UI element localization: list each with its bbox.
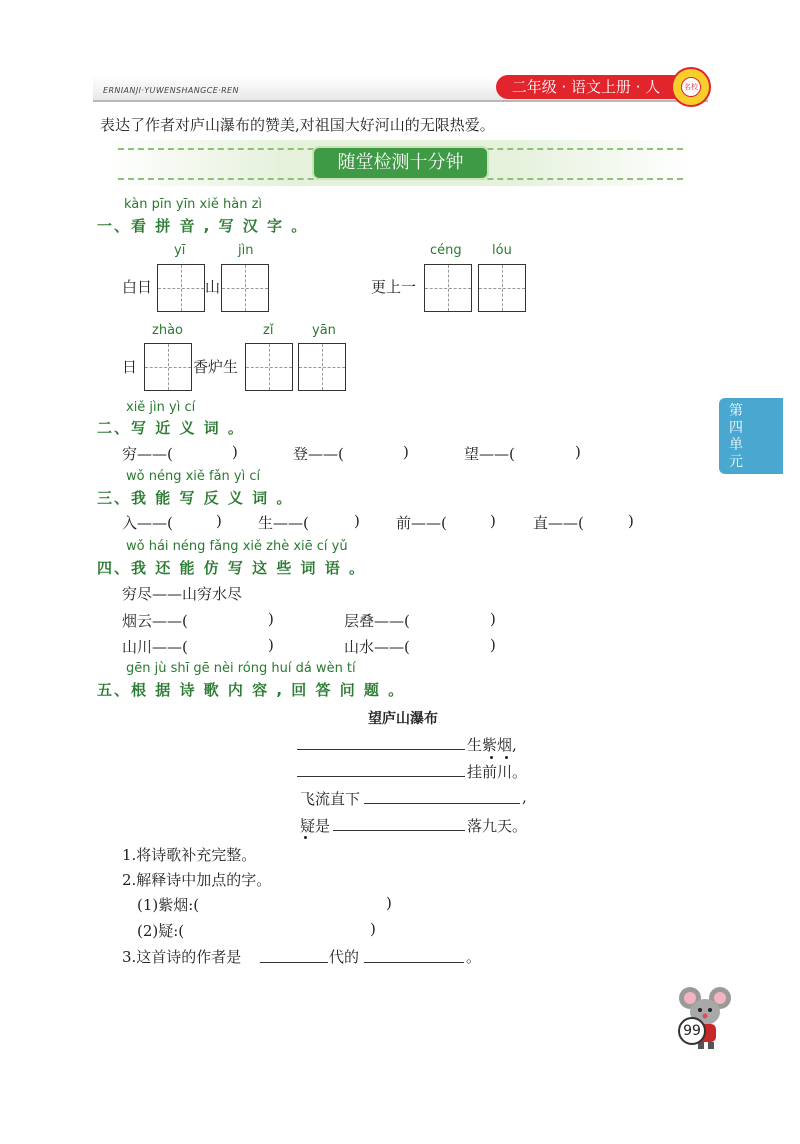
s4-close: ): [490, 610, 496, 628]
s3-item: 入——(: [122, 514, 173, 532]
question-2a: (1)紫烟:(: [137, 896, 200, 914]
s5-pinyin: gēn jù shī gē nèi róng huí dá wèn tí: [126, 661, 356, 676]
logo-badge: 名校: [681, 77, 701, 97]
s1-py-ceng: céng: [430, 243, 462, 258]
banner-title: 随堂检测十分钟: [314, 148, 487, 178]
s4-close: ): [490, 636, 496, 654]
emphasis-dot: [490, 756, 493, 759]
s4-close: ): [268, 610, 274, 628]
question-2a-close: ): [386, 894, 392, 912]
s3-close: ): [216, 512, 222, 530]
dynasty-blank[interactable]: [260, 962, 328, 963]
side-char: 元: [729, 454, 743, 470]
s3-heading: 三、我 能 写 反 义 词 。: [97, 489, 294, 507]
s2-heading: 二、写 近 义 词 。: [97, 419, 245, 437]
side-char: 第: [729, 403, 743, 419]
emphasis-dot: [505, 756, 508, 759]
writing-box[interactable]: [478, 264, 526, 312]
s4-item: 层叠——(: [344, 612, 410, 630]
s1-py-zhao: zhào: [152, 323, 183, 338]
s1-text-gengshangyi: 更上一: [371, 278, 417, 296]
s2-close: ): [403, 443, 409, 461]
writing-box[interactable]: [245, 343, 293, 391]
poem-line3-start: 飞流直下: [300, 790, 361, 808]
s3-close: ): [490, 512, 496, 530]
writing-box[interactable]: [221, 264, 269, 312]
s2-item: 望——(: [464, 445, 515, 463]
s2-item: 穷——(: [122, 445, 173, 463]
poem-blank-4[interactable]: [333, 830, 465, 831]
s3-pinyin: wǒ néng xiě fǎn yì cí: [126, 469, 261, 484]
s2-pinyin: xiě jìn yì cí: [126, 400, 196, 415]
s1-pinyin: kàn pīn yīn xiě hàn zì: [124, 197, 262, 212]
s1-py-lou: lóu: [492, 243, 512, 258]
side-char: 四: [729, 420, 743, 436]
series-code: ERNIANJI·YUWENSHANGCE·REN: [103, 86, 239, 95]
question-3-mid: 代的: [329, 948, 360, 966]
s5-heading: 五、根 据 诗 歌 内 容 , 回 答 问 题 。: [97, 681, 406, 699]
question-3-end: 。: [466, 948, 482, 966]
poem-blank-1[interactable]: [297, 749, 465, 750]
poem-title: 望庐山瀑布: [368, 711, 438, 727]
author-blank[interactable]: [364, 962, 464, 963]
poem-blank-2[interactable]: [297, 776, 465, 777]
header-rule: [93, 100, 708, 102]
s1-py-jin: jìn: [238, 243, 254, 258]
page-number: 99: [678, 1017, 706, 1045]
s3-item: 前——(: [396, 514, 447, 532]
s2-item: 登——(: [293, 445, 344, 463]
s4-pinyin: wǒ hái néng fǎng xiě zhè xiē cí yǔ: [126, 539, 348, 554]
s4-item: 烟云——(: [122, 612, 188, 630]
s4-heading: 四、我 还 能 仿 写 这 些 词 语 。: [97, 559, 367, 577]
s1-text-ri: 日: [122, 358, 138, 376]
poem-line4-start: 疑是: [300, 817, 331, 835]
s4-example: 穷尽——山穷水尽: [122, 585, 243, 603]
writing-box[interactable]: [157, 264, 205, 312]
s4-item: 山水——(: [344, 638, 410, 656]
s1-text-shan: 山: [205, 278, 221, 296]
s3-item: 直——(: [533, 514, 584, 532]
grade-tab: 二年级 · 语文上册 · 人: [496, 75, 676, 99]
question-1: 1.将诗歌补充完整。: [122, 846, 257, 864]
side-char: 单: [729, 437, 743, 453]
question-2b-close: ): [370, 920, 376, 938]
writing-box[interactable]: [144, 343, 192, 391]
question-3-start: 3.这首诗的作者是: [122, 948, 242, 966]
s3-item: 生——(: [258, 514, 309, 532]
mouse-mascot-icon: [668, 982, 740, 1052]
s1-heading: 一、看 拼 音 , 写 汉 字 。: [97, 217, 309, 235]
question-2b: (2)疑:(: [137, 922, 185, 940]
poem-line2-end: 挂前川。: [467, 763, 528, 781]
s1-text-xianglusheng: 香炉生: [193, 358, 239, 376]
poem-line4-end: 落九天。: [467, 817, 528, 835]
unit-side-text: [724, 403, 748, 471]
s1-py-yi: yī: [174, 243, 186, 258]
poem-line3-end: ,: [522, 788, 527, 806]
writing-box[interactable]: [424, 264, 472, 312]
s2-close: ): [232, 443, 238, 461]
s1-text-bairi: 白日: [122, 278, 153, 296]
s4-item: 山川——(: [122, 638, 188, 656]
s4-close: ): [268, 636, 274, 654]
emphasis-dot: [304, 836, 307, 839]
poem-blank-3[interactable]: [364, 803, 520, 804]
writing-box[interactable]: [298, 343, 346, 391]
s1-py-zi: zǐ: [263, 323, 274, 338]
s2-close: ): [575, 443, 581, 461]
s1-py-yan: yān: [312, 323, 336, 338]
intro-text: 表达了作者对庐山瀑布的赞美,对祖国大好河山的无限热爱。: [100, 116, 495, 134]
s3-close: ): [354, 512, 360, 530]
poem-line1-end: 生紫烟,: [467, 736, 517, 754]
s3-close: ): [628, 512, 634, 530]
question-2: 2.解释诗中加点的字。: [122, 871, 272, 889]
banner-dash-bottom: [118, 178, 683, 180]
